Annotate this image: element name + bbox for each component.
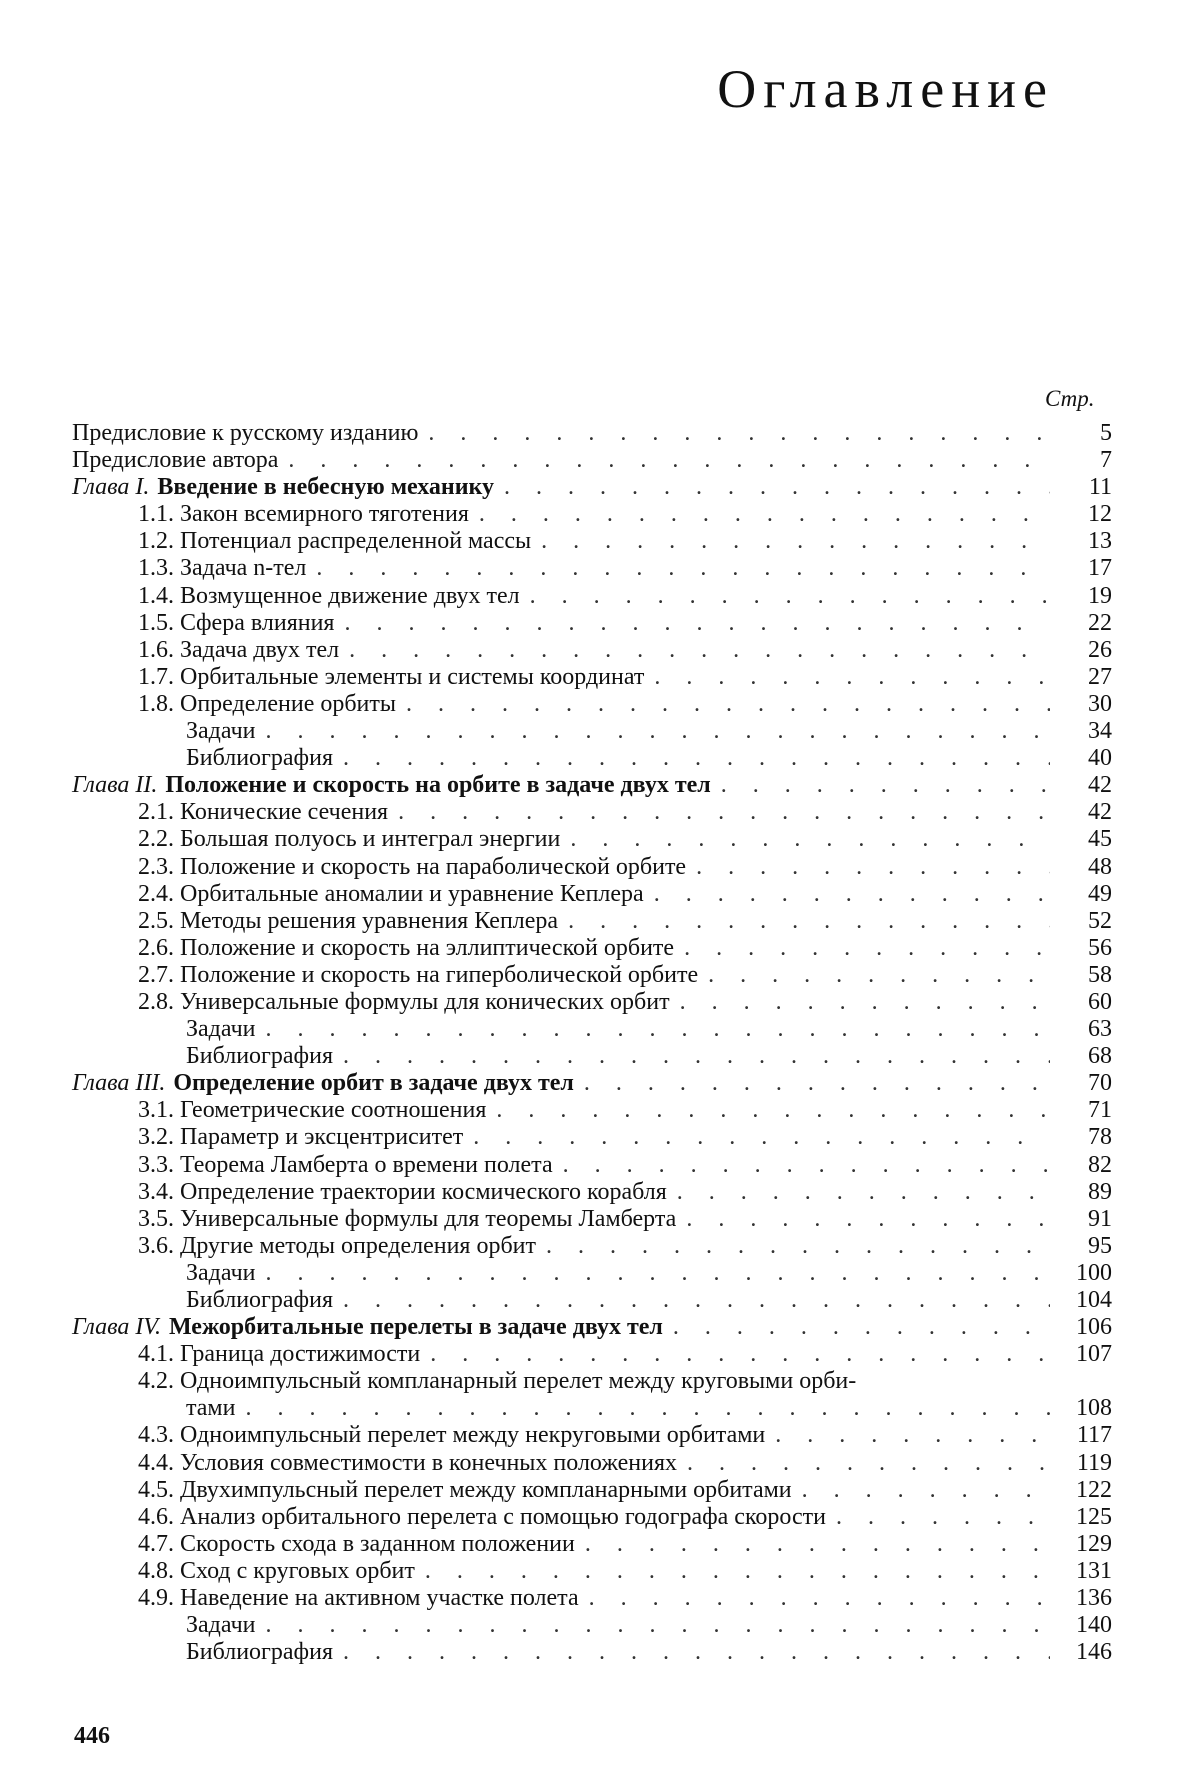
page-ref: 100	[1076, 1259, 1112, 1286]
section-number: 2.7.	[138, 961, 174, 988]
leader-dots	[520, 583, 1050, 610]
page-ref: 91	[1088, 1205, 1112, 1232]
toc-entry	[72, 1531, 1112, 1558]
page-column-label: Стр.	[1045, 386, 1095, 411]
section-title: Определение траектории космического корабля	[180, 1178, 667, 1205]
leader-dots	[306, 555, 1050, 582]
leader-dots	[333, 1639, 1050, 1666]
toc-entry	[72, 1179, 1112, 1206]
leader-dots	[676, 1206, 1050, 1233]
section-number: 4.3.	[138, 1422, 174, 1449]
toc-chapter	[72, 772, 711, 799]
page-ref: 122	[1076, 1476, 1112, 1503]
toc-entry	[72, 935, 1112, 962]
subsection-title: Задачи	[186, 1259, 256, 1286]
page-ref: 5	[1100, 420, 1112, 446]
leader-dots	[418, 420, 1050, 447]
toc-entry	[72, 1368, 1112, 1395]
section-title: Орбитальные аномалии и уравнение Кеплера	[180, 880, 644, 907]
toc-entry	[72, 718, 1112, 745]
leader-dots	[667, 1179, 1050, 1206]
leader-dots	[256, 1016, 1051, 1043]
page-ref: 63	[1088, 1016, 1112, 1043]
subsection-title: Задачи	[186, 1612, 256, 1639]
toc-entry	[72, 1097, 1112, 1124]
page-ref: 119	[1076, 1449, 1112, 1476]
section-number: 1.4.	[138, 582, 174, 609]
page-ref: 42	[1088, 799, 1112, 826]
leader-dots	[765, 1422, 1050, 1449]
page-ref: 40	[1088, 745, 1112, 772]
section-number: 1.6.	[138, 636, 174, 663]
page-ref: 106	[1076, 1314, 1112, 1341]
section-number: 4.2.	[138, 1368, 174, 1395]
toc-entry	[72, 528, 1112, 555]
page-ref: 17	[1088, 555, 1112, 582]
leader-dots	[677, 1450, 1050, 1477]
page-ref: 52	[1088, 907, 1112, 934]
section-title: Одноимпульсный перелет между некруговыми орбитами	[180, 1422, 766, 1449]
leader-dots	[333, 1043, 1050, 1070]
section-number: 2.3.	[138, 853, 174, 880]
section-title: Конические сечения	[180, 799, 389, 826]
page-ref: 42	[1088, 772, 1112, 799]
section-title: Возмущенное движение двух тел	[180, 582, 520, 609]
toc-entry	[72, 1395, 1112, 1422]
section-number: 3.5.	[138, 1205, 174, 1232]
chapter-title: Определение орбит в задаче двух тел	[173, 1070, 574, 1097]
leader-dots	[826, 1504, 1050, 1531]
leader-dots	[333, 745, 1050, 772]
section-number: 2.5.	[138, 907, 174, 934]
leader-dots	[388, 799, 1050, 826]
leader-dots	[711, 772, 1050, 799]
subsection-title: Библиография	[186, 745, 333, 772]
chapter-title: Введение в небесную механику	[157, 474, 495, 501]
section-number: 3.2.	[138, 1124, 174, 1151]
page-title: Оглавление	[717, 59, 1054, 119]
leader-dots	[553, 1152, 1050, 1179]
toc-entry	[72, 501, 1112, 528]
toc-entry	[72, 989, 1112, 1016]
leader-dots	[396, 691, 1050, 718]
toc-entry	[72, 691, 1112, 718]
section-number: 4.5.	[138, 1476, 174, 1503]
section-number: 2.2.	[138, 826, 174, 853]
section-title: Положение и скорость на эллиптической орбите	[180, 934, 675, 961]
subsection-title: Библиография	[186, 1043, 333, 1070]
section-number: 3.6.	[138, 1232, 174, 1259]
page-ref: 7	[1100, 447, 1112, 474]
page-ref: 71	[1088, 1097, 1112, 1124]
toc-entry	[72, 1477, 1112, 1504]
page-ref: 19	[1088, 582, 1112, 609]
section-title: Задача n-тел	[180, 555, 307, 582]
leader-dots	[560, 826, 1050, 853]
section-title: Универсальные формулы для конических орбит	[180, 988, 670, 1015]
leader-dots	[531, 528, 1050, 555]
leader-dots	[494, 474, 1050, 501]
section-number: 4.8.	[138, 1557, 174, 1584]
toc-entry	[72, 1639, 1112, 1666]
leader-dots	[579, 1585, 1050, 1612]
section-number: 4.4.	[138, 1449, 174, 1476]
leader-dots	[663, 1314, 1050, 1341]
toc-entry	[72, 637, 1112, 664]
section-title: Орбитальные элементы и системы координат	[180, 663, 645, 690]
leader-dots	[670, 989, 1050, 1016]
toc-entry	[72, 1558, 1112, 1585]
page-ref: 34	[1088, 718, 1112, 745]
page-ref: 129	[1076, 1530, 1112, 1557]
page-ref: 49	[1088, 880, 1112, 907]
toc-entry	[72, 1124, 1112, 1151]
table-of-contents	[72, 420, 1112, 1666]
leader-dots	[420, 1341, 1050, 1368]
section-number: 2.8.	[138, 988, 174, 1015]
leader-dots	[486, 1097, 1050, 1124]
page-number: 446	[74, 1723, 110, 1749]
front-matter-title: Предисловие к русскому изданию	[72, 420, 419, 446]
toc-entry	[72, 1016, 1112, 1043]
toc-entry	[72, 745, 1112, 772]
section-title: Теорема Ламберта о времени полета	[180, 1151, 553, 1178]
page-ref: 58	[1088, 961, 1112, 988]
page-ref: 95	[1088, 1232, 1112, 1259]
toc-entry	[72, 881, 1112, 908]
leader-dots	[575, 1531, 1050, 1558]
page-ref: 82	[1088, 1151, 1112, 1178]
section-title: Анализ орбитального перелета с помощью годографа скорости	[180, 1503, 826, 1530]
leader-dots	[256, 718, 1051, 745]
section-title: Одноимпульсный компланарный перелет между круговыми орби-	[180, 1368, 857, 1395]
section-number: 2.4.	[138, 880, 174, 907]
page-ref: 13	[1088, 528, 1112, 555]
toc-entry	[72, 854, 1112, 881]
page-ref: 45	[1088, 826, 1112, 853]
page-ref: 60	[1088, 988, 1112, 1015]
toc-chapter	[72, 474, 494, 501]
toc-entry	[72, 962, 1112, 989]
section-number: 4.1.	[138, 1341, 174, 1368]
page-ref: 78	[1088, 1124, 1112, 1151]
toc-chapter	[72, 1070, 574, 1097]
section-number: 4.9.	[138, 1585, 174, 1612]
section-number: 3.1.	[138, 1097, 174, 1124]
leader-dots	[469, 501, 1050, 528]
section-number: 1.7.	[138, 663, 174, 690]
page-ref: 146	[1076, 1639, 1112, 1666]
toc-entry	[72, 1450, 1112, 1477]
subsection-title: Библиография	[186, 1287, 333, 1313]
page-ref: 125	[1076, 1503, 1112, 1530]
subsection-title: Задачи	[186, 718, 256, 745]
section-title: Другие методы определения орбит	[180, 1232, 536, 1259]
page-ref: 104	[1076, 1287, 1112, 1313]
toc-entry	[72, 1585, 1112, 1612]
section-title: Потенциал распределенной массы	[180, 528, 532, 555]
toc-entry	[72, 583, 1112, 610]
section-title: Определение орбиты	[180, 690, 397, 717]
section-title: Наведение на активном участке полета	[180, 1585, 579, 1612]
section-title: Большая полуось и интеграл энергии	[180, 826, 561, 853]
leader-dots	[463, 1124, 1050, 1151]
toc-entry	[72, 1206, 1112, 1233]
page-ref: 131	[1076, 1557, 1112, 1584]
chapter-label: Глава IV.	[72, 1314, 161, 1341]
page-ref: 56	[1088, 934, 1112, 961]
section-number: 3.4.	[138, 1178, 174, 1205]
toc-entry	[72, 1612, 1112, 1639]
page-ref: 70	[1088, 1070, 1112, 1097]
page-ref: 48	[1088, 853, 1112, 880]
section-number: 2.1.	[138, 799, 174, 826]
toc-entry	[72, 772, 1112, 799]
leader-dots	[339, 637, 1050, 664]
leader-dots	[536, 1233, 1050, 1260]
page-ref: 89	[1088, 1178, 1112, 1205]
section-number: 4.7.	[138, 1530, 174, 1557]
toc-entry	[72, 1260, 1112, 1287]
chapter-label: Глава I.	[72, 474, 150, 501]
section-title: Условия совместимости в конечных положениях	[180, 1449, 677, 1476]
section-number: 1.8.	[138, 690, 174, 717]
section-title: Задача двух тел	[180, 636, 340, 663]
page-ref: 136	[1076, 1585, 1112, 1612]
leader-dots	[256, 1612, 1051, 1639]
section-title: Универсальные формулы для теоремы Ламберта	[180, 1205, 677, 1232]
toc-entry	[72, 1314, 1112, 1341]
page-ref: 140	[1076, 1612, 1112, 1639]
toc-entry	[72, 826, 1112, 853]
chapter-label: Глава III.	[72, 1070, 166, 1097]
section-number: 1.5.	[138, 609, 174, 636]
toc-entry	[72, 420, 1112, 447]
page-ref: 107	[1076, 1341, 1112, 1368]
toc-entry	[72, 1070, 1112, 1097]
leader-dots	[235, 1395, 1050, 1422]
page-ref: 30	[1088, 690, 1112, 717]
page-ref: 12	[1088, 501, 1112, 528]
toc-chapter	[72, 1314, 663, 1341]
front-matter-title: Предисловие автора	[72, 447, 279, 474]
section-number: 1.2.	[138, 528, 174, 555]
section-title: Положение и скорость на параболической орбите	[180, 853, 687, 880]
page-ref: 26	[1088, 636, 1112, 663]
leader-dots	[415, 1558, 1050, 1585]
leader-dots	[674, 935, 1050, 962]
chapter-title: Положение и скорость на орбите в задаче двух тел	[165, 772, 711, 799]
toc-entry	[72, 1504, 1112, 1531]
chapter-title: Межорбитальные перелеты в задаче двух тел	[168, 1314, 663, 1341]
section-title: Двухимпульсный перелет между компланарными орбитами	[180, 1476, 792, 1503]
toc-entry	[72, 1341, 1112, 1368]
leader-dots	[686, 854, 1050, 881]
toc-entry	[72, 474, 1112, 501]
toc-entry	[72, 1233, 1112, 1260]
subsection-title: тами	[186, 1395, 236, 1422]
leader-dots	[644, 664, 1050, 691]
leader-dots	[278, 447, 1050, 474]
toc-entry	[72, 799, 1112, 826]
leader-dots	[792, 1477, 1050, 1504]
section-title: Параметр и эксцентриситет	[180, 1124, 464, 1151]
toc-entry	[72, 1422, 1112, 1449]
section-title: Закон всемирного тяготения	[180, 501, 469, 528]
leader-dots	[574, 1070, 1050, 1097]
toc-entry	[72, 1043, 1112, 1070]
leader-dots	[698, 962, 1050, 989]
toc-entry	[72, 610, 1112, 637]
section-number: 2.6.	[138, 934, 174, 961]
toc-entry	[72, 1287, 1112, 1314]
section-title: Сфера влияния	[180, 609, 335, 636]
section-title: Методы решения уравнения Кеплера	[180, 907, 559, 934]
section-number: 1.3.	[138, 555, 174, 582]
subsection-title: Задачи	[186, 1016, 256, 1043]
chapter-label: Глава II.	[72, 772, 158, 799]
section-number: 1.1.	[138, 501, 174, 528]
leader-dots	[333, 1287, 1050, 1314]
page-ref: 11	[1088, 474, 1112, 501]
subsection-title: Библиография	[186, 1639, 333, 1666]
leader-dots	[644, 881, 1050, 908]
leader-dots	[334, 610, 1050, 637]
page-ref: 22	[1088, 609, 1112, 636]
page-ref: 108	[1076, 1395, 1112, 1422]
toc-entry	[72, 1152, 1112, 1179]
page-ref: 68	[1088, 1043, 1112, 1070]
page-ref: 117	[1076, 1422, 1112, 1449]
leader-dots	[558, 908, 1050, 935]
toc-entry	[72, 447, 1112, 474]
toc-entry	[72, 664, 1112, 691]
leader-dots	[256, 1260, 1051, 1287]
section-title: Скорость схода в заданном положении	[180, 1530, 575, 1557]
page-ref: 27	[1088, 663, 1112, 690]
toc-entry	[72, 908, 1112, 935]
section-title: Сход с круговых орбит	[180, 1557, 415, 1584]
section-title: Положение и скорость на гиперболической орбите	[180, 961, 699, 988]
section-title: Граница достижимости	[180, 1341, 421, 1368]
section-title: Геометрические соотношения	[180, 1097, 487, 1124]
section-number: 4.6.	[138, 1503, 174, 1530]
section-number: 3.3.	[138, 1151, 174, 1178]
toc-entry	[72, 555, 1112, 582]
